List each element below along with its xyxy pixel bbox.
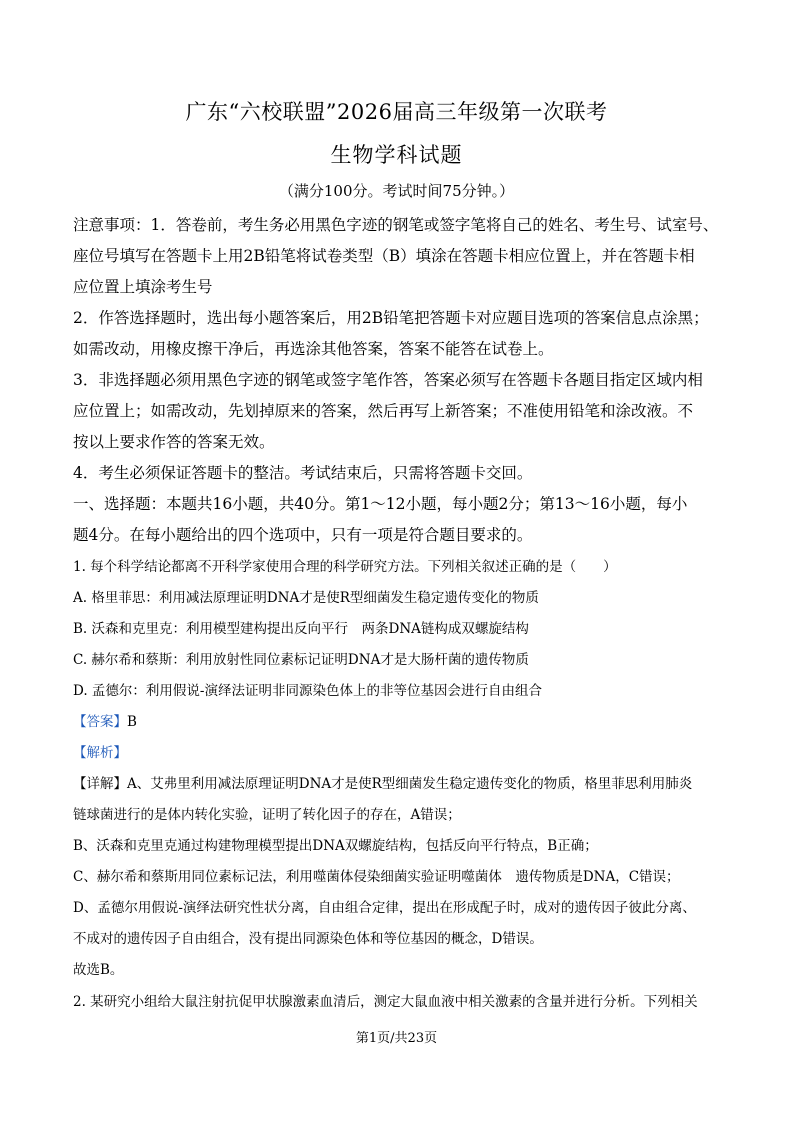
analysis-tag: 【解析】 <box>73 745 127 761</box>
option-b: B. 沃森和克里克：利用模型建构提出反向平行 两条DNA链构成双螺旋结构 <box>73 621 529 637</box>
notice-line: 应位置上填涂考生号 <box>73 278 213 296</box>
notice-line: 4．考生必须保证答题卡的整洁。考试结束后，只需将答题卡交回。 <box>73 464 533 482</box>
notice-line: 2．作答选择题时，选出每小题答案后，用2B铅笔把答题卡对应题目选项的答案信息点涂黑； <box>73 309 709 327</box>
option-c: C. 赫尔希和蔡斯：利用放射性同位素标记证明DNA才是大肠杆菌的遗传物质 <box>73 652 529 668</box>
question-stem: 2. 某研究小组给大鼠注射抗促甲状腺激素血清后，测定大鼠血液中相关激素的含量并进行分析。下列相关 <box>73 994 698 1010</box>
detail-line: C、赫尔希和蔡斯用同位素标记法，利用噬菌体侵染细菌实验证明噬菌体 遗传物质是DNA，C错误； <box>73 869 680 885</box>
question-stem: 1. 每个科学结论都离不开科学家使用合理的科学研究方法。下列相关叙述正确的是（ ） <box>73 559 617 575</box>
section-heading: 题4分。在每小题给出的四个选项中，只有一项是符合题目要求的。 <box>73 526 533 544</box>
detail-line: 【详解】A、艾弗里利用减法原理证明DNA才是使R型细菌发生稳定遗传变化的物质，格里菲思利用肺炎 <box>73 776 693 792</box>
answer-tag: 【答案】 <box>73 714 127 730</box>
detail-line: D、孟德尔用假说-演绎法研究性状分离，自由组合定律，提出在形成配子时，成对的遗传因子彼此分离、 <box>73 900 696 916</box>
detail-line: B、沃森和克里克通过构建物理模型提出DNA双螺旋结构，包括反向平行特点，B正确； <box>73 838 598 854</box>
page-number: 第1页/共23页 <box>355 1031 438 1046</box>
notice-line: 注意事项：1．答卷前，考生务必用黑色字迹的钢笔或签字笔将自己的姓名、考生号、试室号、 <box>73 216 719 234</box>
exam-title: 广东“六校联盟”2026届高三年级第一次联考 <box>185 100 608 124</box>
notice-line: 应位置上；如需改动，先划掉原来的答案，然后再写上新答案；不准使用铅笔和涂改液。不 <box>73 402 694 420</box>
exam-info: （满分100分。考试时间75分钟。） <box>278 182 515 200</box>
subject-title: 生物学科试题 <box>330 143 463 167</box>
notice-line: 座位号填写在答题卡上用2B铅笔将试卷类型（B）填涂在答题卡相应位置上，并在答题卡相 <box>73 247 695 265</box>
section-heading: 一、选择题：本题共16小题，共40分。第1～12小题，每小题2分；第13～16小题，每小 <box>73 495 688 513</box>
answer-value: B <box>127 714 137 730</box>
detail-line: 故选B。 <box>73 962 124 978</box>
notice-line: 3．非选择题必须用黑色字迹的钢笔或签字笔作答，答案必须写在答题卡各题目指定区域内相 <box>73 371 703 389</box>
notice-line: 按以上要求作答的答案无效。 <box>73 433 275 451</box>
notice-line: 如需改动，用橡皮擦干净后，再选涂其他答案，答案不能答在试卷上。 <box>73 340 554 358</box>
answer-line <box>73 710 137 730</box>
detail-line: 链球菌进行的是体内转化实验，证明了转化因子的存在，A错误； <box>73 807 461 823</box>
option-d: D. 孟德尔：利用假说-演绎法证明非同源染色体上的非等位基因会进行自由组合 <box>73 683 542 699</box>
detail-line: 不成对的遗传因子自由组合，没有提出同源染色体和等位基因的概念，D错误。 <box>73 931 543 947</box>
option-a: A. 格里菲思：利用减法原理证明DNA才是使R型细菌发生稳定遗传变化的物质 <box>73 590 539 606</box>
